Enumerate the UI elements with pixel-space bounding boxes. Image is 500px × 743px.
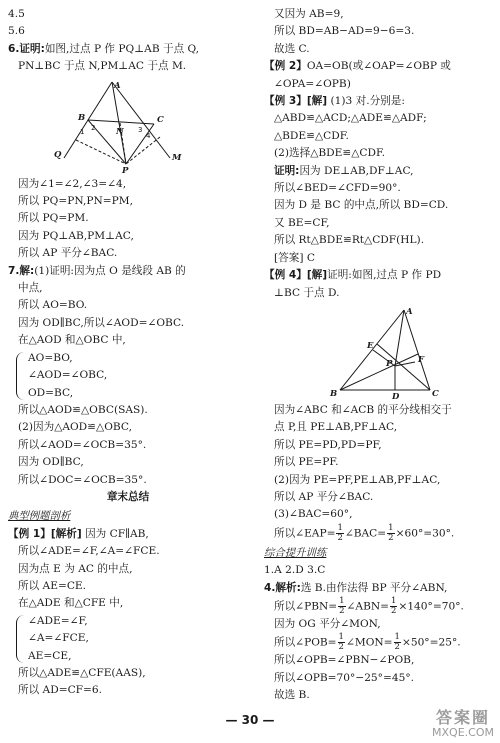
answer-line: △ABD≌△ACD;△ADE≌△ADF; <box>274 112 427 125</box>
answer-line: 故选 C. <box>274 42 310 55</box>
answer-line: 又因为 AB=9, <box>274 8 344 20</box>
answer-line: 所以∠OPB=∠PBN−∠POB, <box>274 654 415 667</box>
equation-line: AO=BO, <box>28 351 73 364</box>
answer-line: ⊥BC 于点 D. <box>274 286 340 299</box>
answer-line: 所以∠BED=∠CFD=90°. <box>274 182 401 195</box>
answer-line: 所以∠OPB=70°−25°=45°. <box>274 671 414 684</box>
label-e: E <box>367 340 374 351</box>
brace <box>16 615 24 663</box>
answer-line: 因为∠ABC 和∠ACB 的平分线相交于 <box>274 403 452 416</box>
answer-line: 在△AOD 和△OBC 中, <box>18 334 126 347</box>
answer-line: 因为 OD∥BC, <box>18 456 84 469</box>
answer-line: 【例 4】[解]证明:如图,过点 P 作 PD <box>264 269 442 282</box>
answer-line: 5.6 <box>8 25 25 38</box>
answer-line: 所以∠ADE=∠F,∠A=∠FCE. <box>18 545 160 558</box>
answer-line: 因为 D 是 BC 的中点,所以 BD=CD. <box>274 199 449 212</box>
answer-line: 所以 AP 平分∠BAC. <box>18 247 118 260</box>
equation-line: ∠AOD=∠OBC, <box>28 369 108 382</box>
angle-label-4: 4 <box>146 131 151 140</box>
answer-line: 所以 PE=PF. <box>274 456 339 469</box>
answer-line: 【例 1】[解析] 因为 CF∥AB, <box>8 527 149 540</box>
answer-line: 所以 BD=AB−AD=9−6=3. <box>274 25 415 38</box>
equation-line: OD=BC, <box>28 386 74 399</box>
answer-line: 因为 PQ⊥AB,PM⊥AC, <box>18 229 134 242</box>
label-d: D <box>392 391 400 400</box>
answer-line: 所以 AD=CF=6. <box>18 684 103 697</box>
answer-line: 所以∠AOD=∠OCB=35°. <box>18 438 147 451</box>
answer-line: 所以∠EAP= $\frac{1}{2}$ ∠BAC= $\frac{1}{2}$ ×60°=30°. <box>274 522 455 543</box>
fraction-half: $\frac{1}{2}$ <box>339 595 345 616</box>
answer-line: 4.解析:选 B.由作法得 BP 平分∠ABN, <box>264 581 448 594</box>
label-p: P <box>386 358 393 369</box>
fraction-half: $\frac{1}{2}$ <box>391 595 397 616</box>
answer-line: 所以 PE=PD,PD=PF, <box>274 438 382 451</box>
answer-line: 中点, <box>18 282 43 295</box>
equation-system <box>8 613 248 665</box>
answer-line: 所以 AO=BO. <box>18 299 88 312</box>
right-column <box>264 6 496 705</box>
label-a: A <box>406 306 413 317</box>
answer-line: (2)因为△AOD≌△OBC, <box>18 421 132 434</box>
line-bc <box>88 120 154 124</box>
answer-line: 所以 AE=CE. <box>18 579 87 592</box>
label-b: B <box>78 112 86 123</box>
bisector-b <box>340 354 418 390</box>
fraction-half: $\frac{1}{2}$ <box>337 522 343 543</box>
answer-line: 在△ADE 和△CFE 中, <box>18 597 124 610</box>
answer-line: △BDE≌△CDF. <box>274 129 349 142</box>
answer-line: 因为 OG 平分∠MON, <box>274 617 381 630</box>
label-q: Q <box>54 149 62 160</box>
equation-system <box>8 350 248 402</box>
answer-line: (2)因为 PE=PF,PE⊥AB,PF⊥AC, <box>274 473 441 486</box>
chapter-title: 章末总结 <box>106 490 150 503</box>
angle-label-3: 3 <box>138 125 143 134</box>
line-pq <box>76 140 126 164</box>
answer-line: 6.证明:如图,过点 P 作 PQ⊥AB 于点 Q, <box>8 42 200 55</box>
answer-line: 所以△ADE≌△CFE(AAS), <box>18 667 146 679</box>
fraction-half: $\frac{1}{2}$ <box>338 632 344 653</box>
fraction-half: $\frac{1}{2}$ <box>394 632 400 653</box>
answer-line: 因为∠1=∠2,∠3=∠4, <box>18 177 127 190</box>
brace <box>16 352 24 400</box>
answer-line: 证明:因为 DE⊥AB,DF⊥AC, <box>274 164 414 177</box>
answer-line: 故选 B. <box>274 689 310 702</box>
watermark-logo: 答案圈 MXQE.COM <box>432 708 494 739</box>
answer-line: (2)选择△BDE≌△CDF. <box>274 147 386 160</box>
answer-line: 4.5 <box>8 8 25 20</box>
line-ap <box>112 82 126 164</box>
answer-line: 因为点 E 为 AC 的中点, <box>18 562 133 575</box>
section-title: 典型例题剖析 <box>8 510 71 523</box>
answer-line: PN⊥BC 于点 N,PM⊥AC 于点 M. <box>18 60 187 73</box>
section-title: 综合提升训练 <box>264 546 327 559</box>
label-p: P <box>122 165 129 174</box>
angle-label-1: 1 <box>80 127 85 136</box>
answer-line: 【例 2】OA=OB(或∠OAP=∠OBP 或 <box>264 60 451 73</box>
answer-line: 因为 OD∥BC,所以∠AOD=∠OBC. <box>18 316 185 329</box>
answer-line: (3)∠BAC=60°, <box>274 508 353 521</box>
label-c: C <box>432 388 439 399</box>
equation-line: ∠ADE=∠F, <box>28 614 88 627</box>
label-c: C <box>157 114 164 125</box>
answer-line: ∠OPA=∠OPB) <box>274 77 351 90</box>
equation-line: AE=CE, <box>28 649 72 662</box>
label-m: M <box>172 152 182 163</box>
answer-line: [答案] C <box>274 251 315 264</box>
answer-line: 所以 Rt△BDE≌Rt△CDF(HL). <box>274 234 425 247</box>
line-ap <box>395 310 404 366</box>
answer-line: 所以∠POB= $\frac{1}{2}$ ∠MON= $\frac{1}{2}$ ×50°=25°. <box>274 632 461 653</box>
label-b: B <box>330 388 338 399</box>
answer-line: 又 BE=CF, <box>274 216 330 229</box>
left-column <box>8 6 248 700</box>
answer-line: 【例 3】[解] (1)3 对.分别是: <box>264 95 405 108</box>
answer-line: 所以∠DOC=∠OCB=35°. <box>18 473 147 486</box>
label-f: F <box>418 354 425 365</box>
answer-line: 点 P,且 PE⊥AB,PF⊥AC, <box>274 421 398 434</box>
answer-line: 所以 PQ=PM. <box>18 212 89 225</box>
line-pm <box>126 137 160 164</box>
answer-line: 所以△AOD≌△OBC(SAS). <box>18 403 148 416</box>
fraction-half: $\frac{1}{2}$ <box>388 522 394 543</box>
answer-line: 所以 AP 平分∠BAC. <box>274 490 374 503</box>
answer-line: 所以 PQ=PN,PN=PM, <box>18 195 133 208</box>
angle-label-2: 2 <box>91 123 96 132</box>
label-n: N <box>116 126 124 137</box>
answer-line: 所以∠PBN= $\frac{1}{2}$ ∠ABN= $\frac{1}{2}$ ×140°=70°. <box>274 595 464 616</box>
figure-incenter <box>264 304 496 400</box>
answer-line: 1.A 2.D 3.C <box>264 564 326 577</box>
equation-line: ∠A=∠FCE, <box>28 632 89 645</box>
page-number: — 30 — <box>225 713 275 727</box>
line-ac <box>404 310 430 390</box>
answer-line: 7.解:(1)证明:因为点 O 是线段 AB 的 <box>8 264 186 277</box>
figure-angle-bisector <box>8 78 248 174</box>
label-a: A <box>114 80 121 91</box>
